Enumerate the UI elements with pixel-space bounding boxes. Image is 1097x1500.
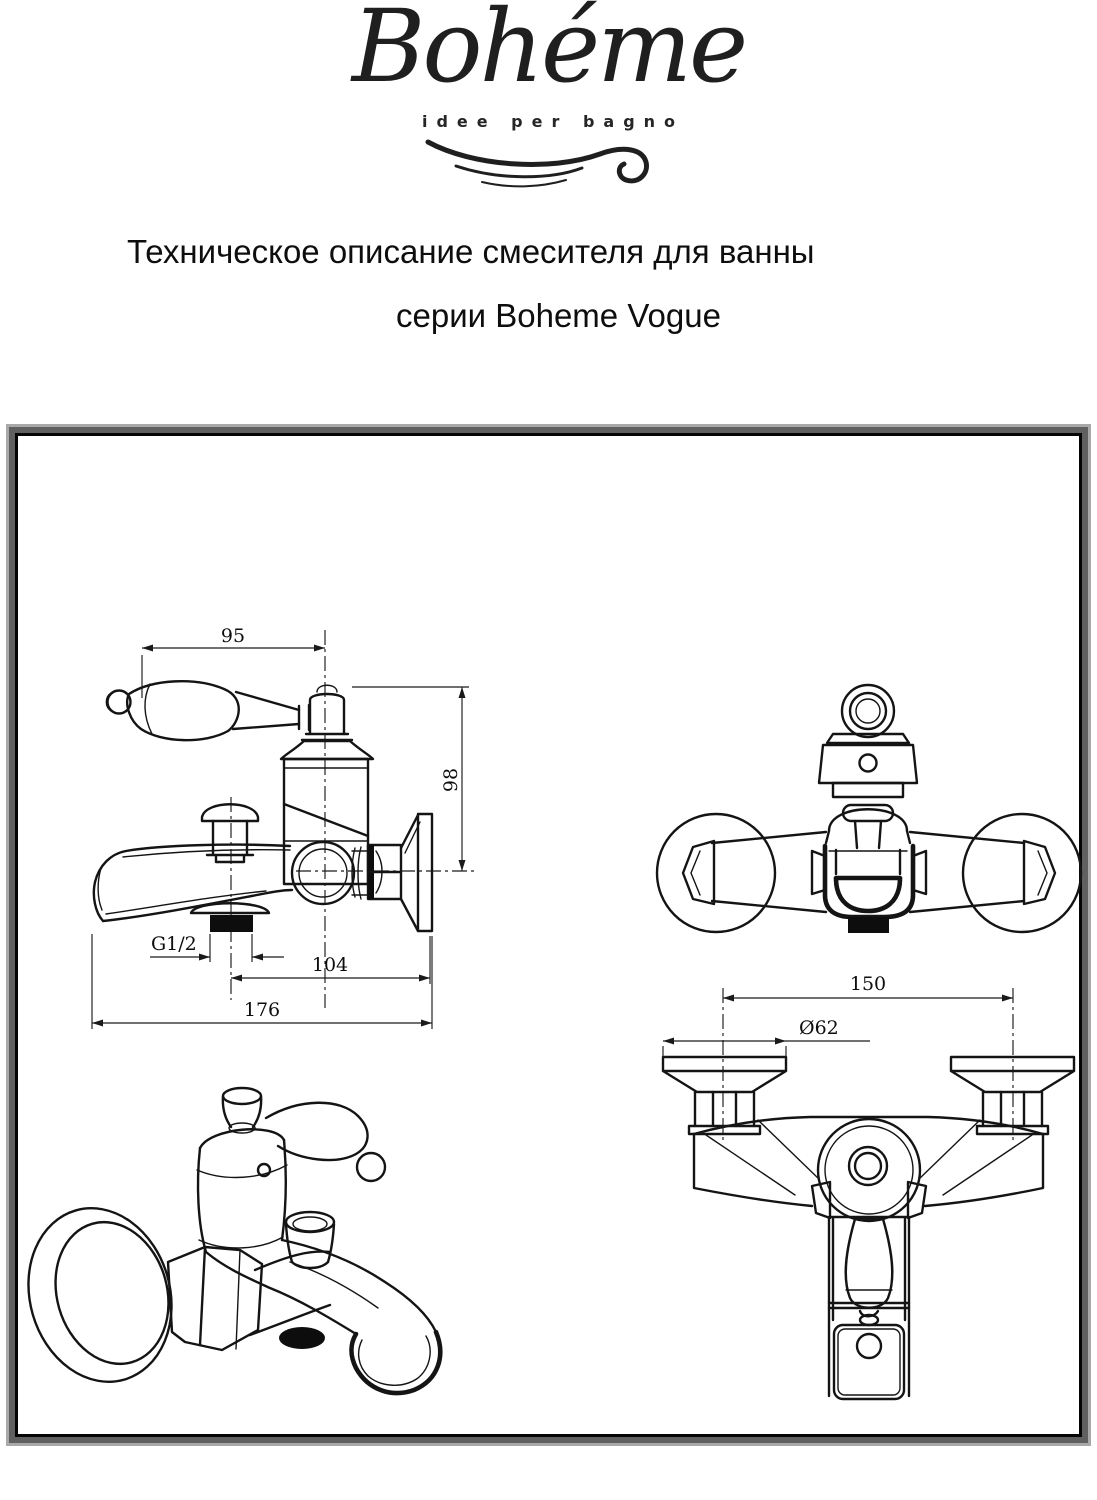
dim-label-104: 104 bbox=[311, 954, 349, 976]
document-title-line1: Техническое описание смесителя для ванны bbox=[127, 233, 815, 270]
logo-swash-icon bbox=[420, 136, 680, 192]
dim-label-95: 95 bbox=[220, 625, 246, 647]
side-view-drawing bbox=[80, 625, 480, 1045]
faucet-isometric-outline bbox=[8, 1088, 440, 1399]
dim-label-176: 176 bbox=[243, 999, 281, 1021]
shower-outlet-thread bbox=[210, 915, 253, 932]
dim-label-98: 98 bbox=[440, 767, 462, 793]
brand-name: Bohéme bbox=[351, 0, 746, 105]
isometric-view-drawing bbox=[20, 1070, 480, 1430]
faucet-front-outline bbox=[663, 1057, 1074, 1399]
faucet-top-outline bbox=[657, 685, 1081, 933]
outlet-thread-isometric bbox=[279, 1327, 325, 1349]
top-view-drawing bbox=[650, 640, 1090, 960]
outlet-thread-top bbox=[848, 917, 889, 933]
brand-tagline: idee per bagno bbox=[421, 112, 685, 131]
front-view-dimensions bbox=[663, 973, 1013, 1059]
document-title-line2: серии Boheme Vogue bbox=[396, 297, 721, 334]
faucet-side-outline bbox=[94, 681, 432, 932]
dim-label-150: 150 bbox=[849, 973, 887, 995]
front-view-drawing bbox=[640, 965, 1090, 1440]
dim-label-diameter-62: Ø62 bbox=[799, 1017, 839, 1039]
dim-label-thread: G1/2 bbox=[151, 933, 197, 955]
